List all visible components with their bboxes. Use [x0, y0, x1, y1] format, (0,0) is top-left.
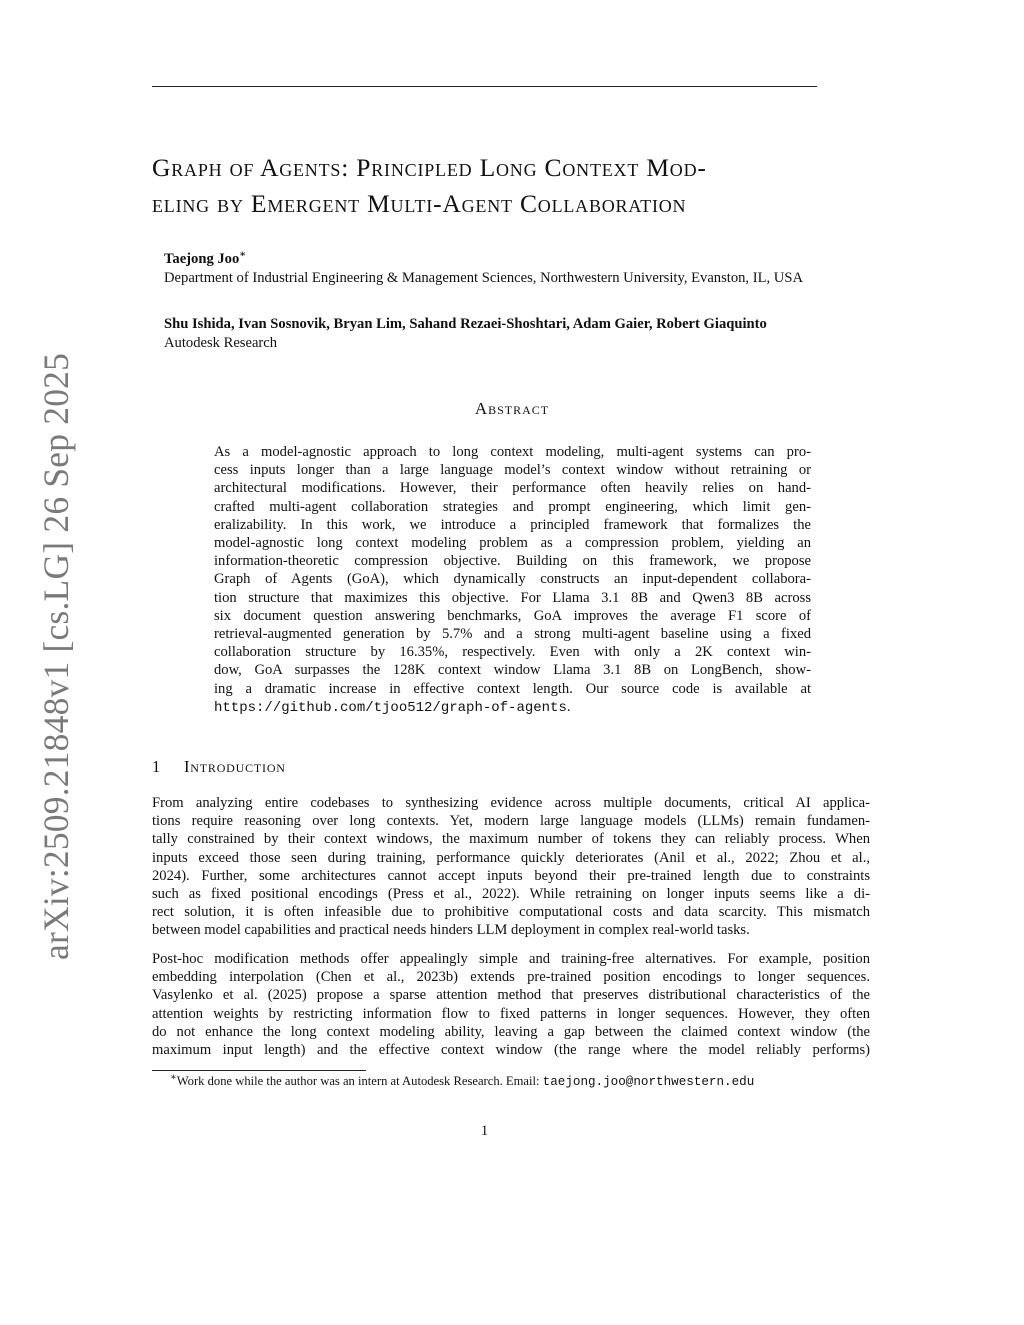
abstract-line: dow, GoA surpasses the 128K context window Llama 3.1 8B on LongBench, show-	[214, 662, 811, 679]
paragraph-line: attention weights by restricting information flow to fixed patterns in longer sequences. However, they often	[152, 1005, 870, 1022]
author-email-link[interactable]: taejong.joo@northwestern.edu	[542, 1075, 755, 1089]
paragraph-line: between model capabilities and practical needs hinders LLM deployment in complex real-world tasks.	[152, 922, 750, 939]
abstract-line: eralizability. In this work, we introduce a principled framework that formalizes the	[214, 516, 811, 533]
coauthor-names: Shu Ishida, Ivan Sosnovik, Bryan Lim, Sahand Rezaei-Shoshtari, Adam Gaier, Robert Giaquinto	[164, 316, 767, 332]
abstract-line: architectural modifications. However, their performance often heavily relies on hand-	[214, 480, 811, 497]
paragraph-line: 2024). Further, some architectures cannot accept inputs beyond their pre-trained length due to constraints	[152, 867, 870, 884]
paragraph-line: tions require reasoning over long contexts. Yet, modern large language models (LLMs) remain fundamen-	[152, 813, 870, 830]
paragraph-line: rect solution, it is often infeasible due to prohibitive computational costs and data scarcity. This mismatch	[152, 904, 870, 921]
abstract-url-line: https://github.com/tjoo512/graph-of-agents.	[214, 698, 571, 716]
footnote	[170, 1073, 870, 1090]
abstract-line: model-agnostic long context modeling problem as a compression problem, yielding an	[214, 535, 811, 552]
paper-title	[152, 150, 872, 222]
intro-paragraph-1	[152, 794, 870, 940]
paragraph-line: do not enhance the long context modeling ability, leaving a gap between the claimed context window (the	[152, 1023, 870, 1040]
author-block-secondary	[164, 315, 767, 353]
paragraph-line: tally constrained by their context windows, the maximum number of tokens they can reliably process. When	[152, 831, 870, 848]
abstract-line: As a model-agnostic approach to long context modeling, multi-agent systems can pro-	[214, 444, 811, 460]
section-number: 1	[152, 757, 162, 776]
paragraph-line: embedding interpolation (Chen et al., 2023b) extends pre-trained position encodings to longer sequences.	[152, 969, 870, 986]
author-affiliation: Department of Industrial Engineering & Management Sciences, Northwestern University, Evanston, IL, USA	[164, 270, 803, 286]
paragraph-line: Vasylenko et al. (2025) propose a sparse attention method that preserves distributional characteristics of the	[152, 987, 870, 1004]
abstract-line: cess inputs longer than a large language model’s context window without retraining or	[214, 462, 811, 479]
paragraph-line: From analyzing entire codebases to synthesizing evidence across multiple documents, critical AI applica-	[152, 795, 870, 811]
abstract-line: crafted multi-agent collaboration strategies and prompt engineering, which limit gen-	[214, 498, 811, 515]
footnote-rule	[152, 1070, 366, 1071]
abstract-line: information-theoretic compression objective. Building on this framework, we propose	[214, 553, 811, 570]
arxiv-identifier: arXiv:2509.21848v1 [cs.LG] 26 Sep 2025	[36, 352, 76, 960]
intro-paragraph-2	[152, 950, 870, 1059]
source-code-link[interactable]: https://github.com/tjoo512/graph-of-agents	[214, 699, 567, 716]
paragraph-line: maximum input length) and the effective context window (the range where the model reliably performs)	[152, 1042, 870, 1059]
paragraph-line: such as fixed positional encodings (Press et al., 2022). While retraining on longer inputs seems like a di-	[152, 886, 870, 903]
abstract-text	[214, 443, 811, 717]
abstract-line: retrieval-augmented generation by 5.7% and a strong multi-agent baseline using a fixed	[214, 626, 811, 643]
paragraph-line: inputs exceed those seen during training, performance quickly deteriorates (Anil et al., 2022; Zhou et al.,	[152, 849, 870, 866]
paragraph-line: Post-hoc modification methods offer appealingly simple and training-free alternatives. For example, position	[152, 951, 870, 967]
footnote-text: Work done while the author was an intern at Autodesk Research. Email:	[176, 1074, 543, 1088]
abstract-line: tion structure that maximizes this objective. For Llama 3.1 8B and Qwen3 8B across	[214, 589, 811, 606]
abstract-line: ing a dramatic increase in effective context length. Our source code is available at	[214, 680, 811, 697]
abstract-line: Graph of Agents (GoA), which dynamically constructs an input-dependent collabora-	[214, 571, 811, 588]
footnote-marker: ∗	[239, 249, 247, 261]
abstract-heading: Abstract	[474, 399, 550, 418]
abstract-line: six document question answering benchmarks, GoA improves the average F1 score of	[214, 607, 811, 624]
coauthor-affiliation: Autodesk Research	[164, 335, 278, 351]
title-line: Graph of Agents: Principled Long Context Mod-	[152, 153, 707, 182]
section-title: Introduction	[184, 757, 286, 776]
author-name: Taejong Joo∗	[164, 249, 247, 267]
abstract-line: collaboration structure by 16.35%, respectively. Even with only a 2K context win-	[214, 644, 811, 661]
title-line: eling by Emergent Multi-Agent Collaboration	[152, 189, 687, 218]
title-top-rule	[152, 86, 817, 87]
footnote-marker: ∗	[170, 1071, 177, 1083]
section-heading-introduction	[152, 757, 286, 777]
author-block-primary	[164, 250, 803, 288]
page-number: 1	[480, 1123, 489, 1139]
